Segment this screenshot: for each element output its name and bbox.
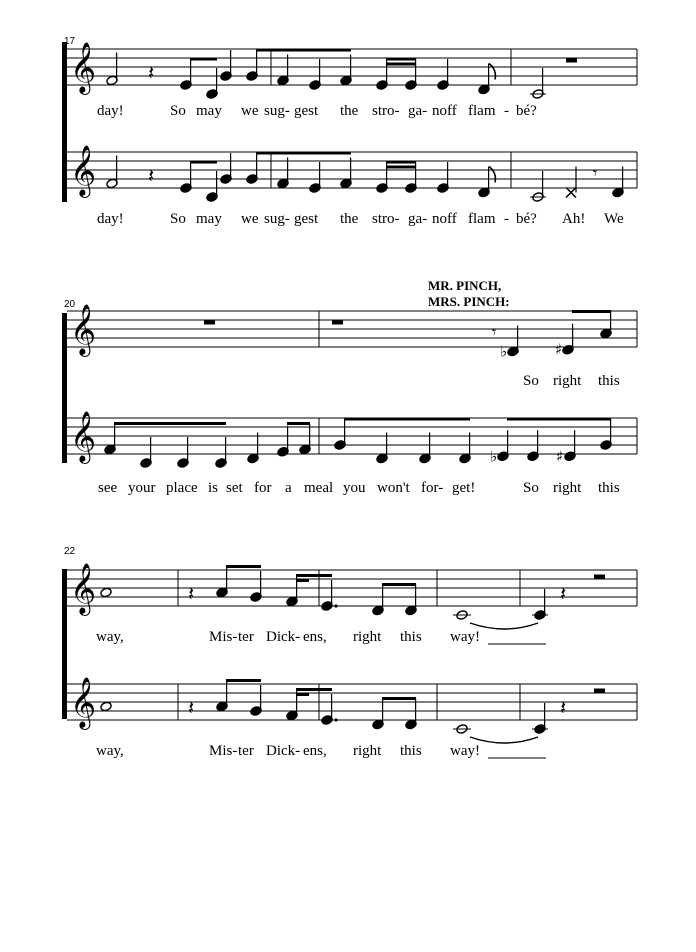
system-1-bracket bbox=[62, 42, 67, 202]
lyric-syllable: this bbox=[400, 743, 422, 759]
treble-clef-icon: 𝄞 bbox=[70, 677, 97, 728]
character-cue bbox=[428, 278, 510, 310]
beam bbox=[256, 49, 351, 52]
cue-line-1: MR. PINCH, bbox=[428, 278, 502, 293]
lyric-syllable: gest bbox=[294, 103, 319, 119]
lyric-syllable: day! bbox=[97, 103, 124, 119]
beam bbox=[386, 161, 416, 164]
treble-clef-icon: 𝄞 bbox=[70, 42, 97, 93]
lyric-syllable: Dick- bbox=[266, 629, 301, 645]
lyric-syllable: So bbox=[523, 480, 539, 496]
system-3-bracket bbox=[62, 569, 67, 719]
tie bbox=[470, 623, 538, 629]
lyric-syllable: the bbox=[340, 103, 359, 119]
lyric-syllable: may bbox=[196, 103, 222, 119]
lyric-syllable: sug- bbox=[264, 211, 290, 227]
lyric-syllable: we bbox=[241, 103, 259, 119]
lyric-syllable: the bbox=[340, 211, 359, 227]
rest: 𝄽 bbox=[188, 581, 195, 606]
treble-clef-icon: 𝄞 bbox=[70, 145, 97, 196]
lyric-syllable: is bbox=[208, 480, 219, 496]
beam bbox=[296, 688, 332, 691]
flag bbox=[489, 167, 495, 183]
lyric-syllable: a bbox=[285, 480, 292, 496]
lyric-syllable: way, bbox=[96, 743, 124, 759]
rest: 𝄽 bbox=[560, 695, 567, 720]
tie bbox=[470, 737, 538, 743]
beam bbox=[572, 310, 611, 313]
dot bbox=[334, 604, 337, 607]
whole-rest bbox=[594, 575, 605, 580]
beam bbox=[507, 418, 611, 421]
beam bbox=[296, 574, 332, 577]
lyric-syllable: your bbox=[128, 480, 156, 496]
lyric-syllable: this bbox=[598, 373, 620, 389]
accidental: ♭ bbox=[500, 342, 508, 361]
measure-number-22: 22 bbox=[64, 546, 76, 557]
lyric-syllable: see bbox=[98, 480, 118, 496]
lyric-syllable: may bbox=[196, 211, 222, 227]
lyric-syllable: right bbox=[553, 480, 582, 496]
beam bbox=[226, 565, 261, 568]
lyric-syllable: for- bbox=[421, 480, 444, 496]
beam bbox=[190, 161, 217, 164]
whole-rest bbox=[566, 58, 577, 63]
lyric-syllable: Ah! bbox=[562, 211, 586, 227]
system-2-bracket bbox=[62, 313, 67, 463]
lyric-syllable: bé? bbox=[516, 103, 537, 119]
lyric-syllable: So bbox=[170, 103, 186, 119]
lyric-syllable: ga- bbox=[408, 211, 428, 227]
rest: 𝄾 bbox=[492, 322, 497, 342]
lyric-syllable: - bbox=[504, 211, 509, 227]
lyric-syllable: Mis- bbox=[209, 743, 238, 759]
rest: 𝄾 bbox=[593, 163, 598, 183]
beam bbox=[114, 422, 226, 425]
beam bbox=[296, 693, 309, 696]
beam bbox=[190, 58, 217, 61]
flag bbox=[489, 64, 495, 80]
lyric-syllable: ens, bbox=[303, 629, 327, 645]
treble-clef-icon: 𝄞 bbox=[70, 411, 97, 462]
notehead bbox=[100, 701, 112, 712]
measure-number-20: 20 bbox=[64, 299, 76, 310]
beam bbox=[386, 166, 416, 169]
lyric-syllable: meal bbox=[304, 480, 334, 496]
lyric-syllable: right bbox=[353, 629, 382, 645]
lyric-syllable: bé? bbox=[516, 211, 537, 227]
lyric-syllable: this bbox=[598, 480, 620, 496]
lyric-syllable: ens, bbox=[303, 743, 327, 759]
x-notehead bbox=[566, 188, 576, 198]
staff bbox=[67, 677, 637, 730]
whole-rest bbox=[204, 320, 215, 325]
measure-number-17: 17 bbox=[64, 36, 76, 47]
beam bbox=[382, 583, 416, 586]
beam bbox=[256, 152, 351, 155]
lyric-syllable: ter bbox=[238, 743, 254, 759]
whole-rest bbox=[594, 689, 605, 694]
beam bbox=[382, 697, 416, 700]
lyric-syllable: stro- bbox=[372, 211, 400, 227]
lyric-syllable: ga- bbox=[408, 103, 428, 119]
lyric-syllable: Mis- bbox=[209, 629, 238, 645]
lyric-syllable: day! bbox=[97, 211, 124, 227]
lyric-syllable: you bbox=[343, 480, 366, 496]
rest: 𝄽 bbox=[188, 695, 195, 720]
lyric-syllable: Dick- bbox=[266, 743, 301, 759]
lyric-syllable: - bbox=[504, 103, 509, 119]
lyric-syllable: right bbox=[353, 743, 382, 759]
lyric-syllable: set bbox=[226, 480, 243, 496]
lyric-syllable: get! bbox=[452, 480, 476, 496]
notehead bbox=[100, 587, 112, 598]
treble-clef-icon: 𝄞 bbox=[70, 304, 97, 355]
rest: 𝄽 bbox=[148, 60, 155, 85]
staff bbox=[67, 304, 637, 357]
cue-line-2: MRS. PINCH: bbox=[428, 294, 510, 309]
dot bbox=[334, 718, 337, 721]
lyric-syllable: way, bbox=[96, 629, 124, 645]
lyric-syllable: ter bbox=[238, 629, 254, 645]
lyric-syllable: sug- bbox=[264, 103, 290, 119]
lyric-syllable: this bbox=[400, 629, 422, 645]
lyric-syllable: way! bbox=[450, 629, 480, 645]
lyric-syllable: flam bbox=[468, 211, 496, 227]
lyric-syllable: won't bbox=[377, 480, 410, 496]
rest: 𝄽 bbox=[148, 163, 155, 188]
lyric-syllable: So bbox=[523, 373, 539, 389]
beam bbox=[287, 422, 310, 425]
beam bbox=[344, 418, 470, 421]
treble-clef-icon: 𝄞 bbox=[70, 563, 97, 614]
lyric-syllable: So bbox=[170, 211, 186, 227]
accidental: ♯ bbox=[556, 447, 564, 466]
lyric-syllable: noff bbox=[432, 103, 457, 119]
lyric-syllable: right bbox=[553, 373, 582, 389]
beam bbox=[386, 63, 416, 66]
accidental: ♯ bbox=[555, 340, 563, 359]
lyric-syllable: gest bbox=[294, 211, 319, 227]
lyric-syllable: noff bbox=[432, 211, 457, 227]
beam bbox=[296, 579, 309, 582]
beam bbox=[386, 58, 416, 61]
lyric-syllable: stro- bbox=[372, 103, 400, 119]
beam bbox=[226, 679, 261, 682]
accidental: ♭ bbox=[490, 447, 498, 466]
lyric-syllable: for bbox=[254, 480, 272, 496]
staff bbox=[67, 563, 637, 616]
rest: 𝄽 bbox=[560, 581, 567, 606]
lyric-syllable: flam bbox=[468, 103, 496, 119]
lyric-syllable: way! bbox=[450, 743, 480, 759]
whole-rest bbox=[332, 320, 343, 325]
lyric-syllable: place bbox=[166, 480, 198, 496]
lyric-syllable: We bbox=[604, 211, 624, 227]
lyric-syllable: we bbox=[241, 211, 259, 227]
